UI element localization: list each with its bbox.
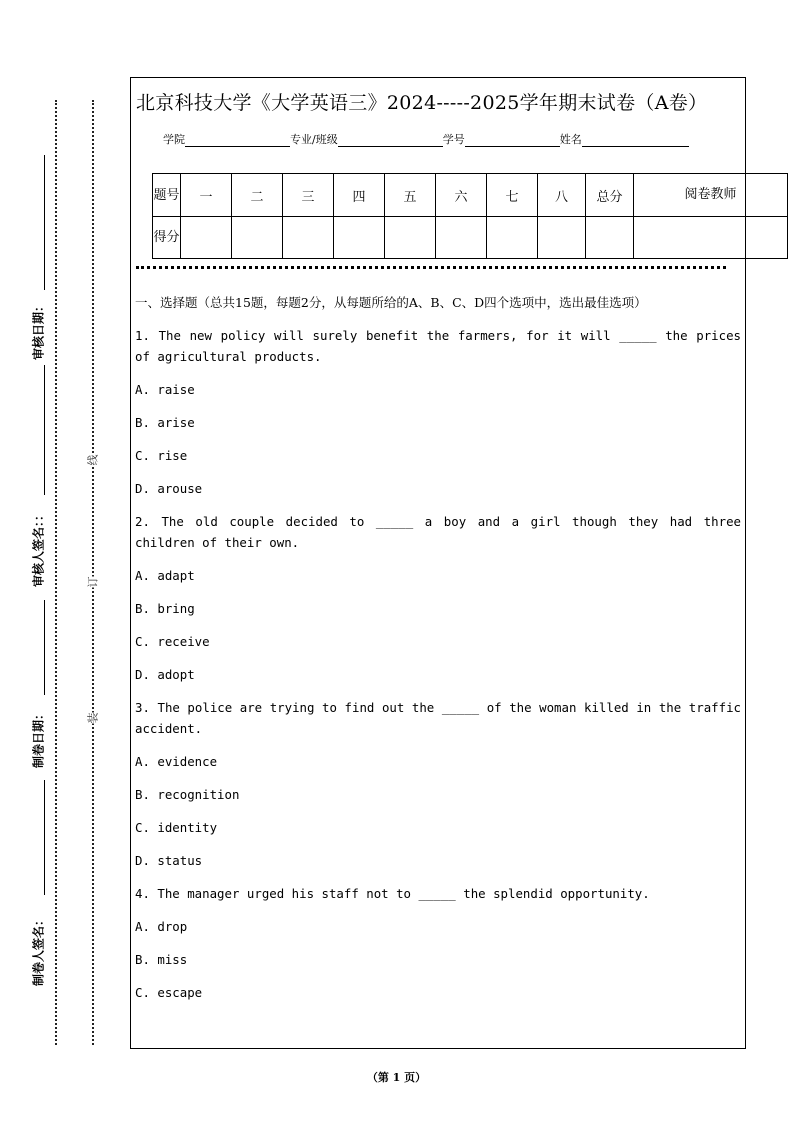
answer-option: B. bring (135, 601, 195, 616)
page-title: 北京科技大学《大学英语三》2024-----2025学年期末试卷（A卷） (136, 92, 708, 114)
answer-option: D. status (135, 853, 203, 868)
page-number: （第 1 页） (366, 1071, 427, 1084)
answer-option: D. arouse (135, 481, 203, 496)
col-header: 八 (538, 174, 586, 217)
review-date-label: 审核日期： (31, 299, 46, 361)
signature-rule (44, 600, 45, 695)
student-info-row (163, 131, 689, 147)
col-header: 五 (385, 174, 436, 217)
binding-char-bind: 装 (83, 713, 103, 724)
major-label: 专业/班级 (290, 133, 338, 146)
signature-rule (44, 780, 45, 895)
answer-option: C. receive (135, 634, 210, 649)
score-cell[interactable] (181, 217, 232, 259)
major-field[interactable] (338, 132, 443, 147)
score-row (153, 217, 788, 259)
cut-line-outer (55, 100, 57, 1045)
binding-line (92, 100, 94, 1045)
question-stem: 1. The new policy will surely benefit the farmers, for it will _____ the prices of agricultural products. (135, 328, 741, 364)
signature-rule (44, 155, 45, 290)
score-cell[interactable] (586, 217, 634, 259)
answer-option: C. escape (135, 985, 203, 1000)
college-label: 学院 (163, 133, 185, 146)
answer-option: A. evidence (135, 754, 218, 769)
col-header: 一 (181, 174, 232, 217)
name-field[interactable] (582, 132, 689, 147)
row-label: 题号 (153, 174, 181, 217)
college-field[interactable] (185, 132, 290, 147)
dotted-separator (136, 266, 726, 269)
paper-maker-signature-label: 制卷人签名： (31, 913, 46, 987)
col-header: 三 (283, 174, 334, 217)
student-id-field[interactable] (465, 132, 560, 147)
binding-char-line: 线 (83, 455, 103, 466)
col-header: 四 (334, 174, 385, 217)
score-cell[interactable] (385, 217, 436, 259)
name-label: 姓名 (559, 133, 582, 146)
signature-rule (44, 365, 45, 495)
answer-option: D. adopt (135, 667, 195, 682)
col-header: 阅卷教师 (634, 174, 788, 217)
question-stem: 2. The old couple decided to _____ a boy and a girl though they had three children of their own. (135, 514, 741, 550)
score-cell[interactable] (436, 217, 487, 259)
reviewer-signature-label: 审核人签名：： (31, 508, 46, 588)
score-cell[interactable] (334, 217, 385, 259)
question-stem: 4. The manager urged his staff not to _____ the splendid opportunity. (135, 886, 650, 901)
binding-char-order: 订 (83, 577, 103, 588)
score-cell[interactable] (232, 217, 283, 259)
score-table (152, 173, 788, 259)
answer-option: B. arise (135, 415, 195, 430)
score-cell[interactable] (538, 217, 586, 259)
question-section (135, 292, 741, 1015)
section-heading: 一、选择题（总共15题，每题2分，从每题所给的A、B、C、D四个选项中，选出最佳选项） (135, 295, 647, 310)
paper-date-label: 制卷日期： (31, 707, 46, 769)
answer-option: B. recognition (135, 787, 240, 802)
student-id-label: 学号 (442, 133, 465, 146)
answer-option: A. drop (135, 919, 188, 934)
answer-option: B. miss (135, 952, 188, 967)
answer-option: C. rise (135, 448, 188, 463)
score-cell[interactable] (283, 217, 334, 259)
answer-option: C. identity (135, 820, 218, 835)
question-number-row (153, 174, 788, 217)
score-cell[interactable] (487, 217, 538, 259)
col-header: 总分 (586, 174, 634, 217)
question-stem: 3. The police are trying to find out the _____ of the woman killed in the traffic accident. (135, 700, 741, 736)
col-header: 六 (436, 174, 487, 217)
answer-option: A. raise (135, 382, 195, 397)
score-cell[interactable] (634, 217, 788, 259)
answer-option: A. adapt (135, 568, 195, 583)
col-header: 七 (487, 174, 538, 217)
row-label: 得分 (153, 217, 181, 259)
col-header: 二 (232, 174, 283, 217)
